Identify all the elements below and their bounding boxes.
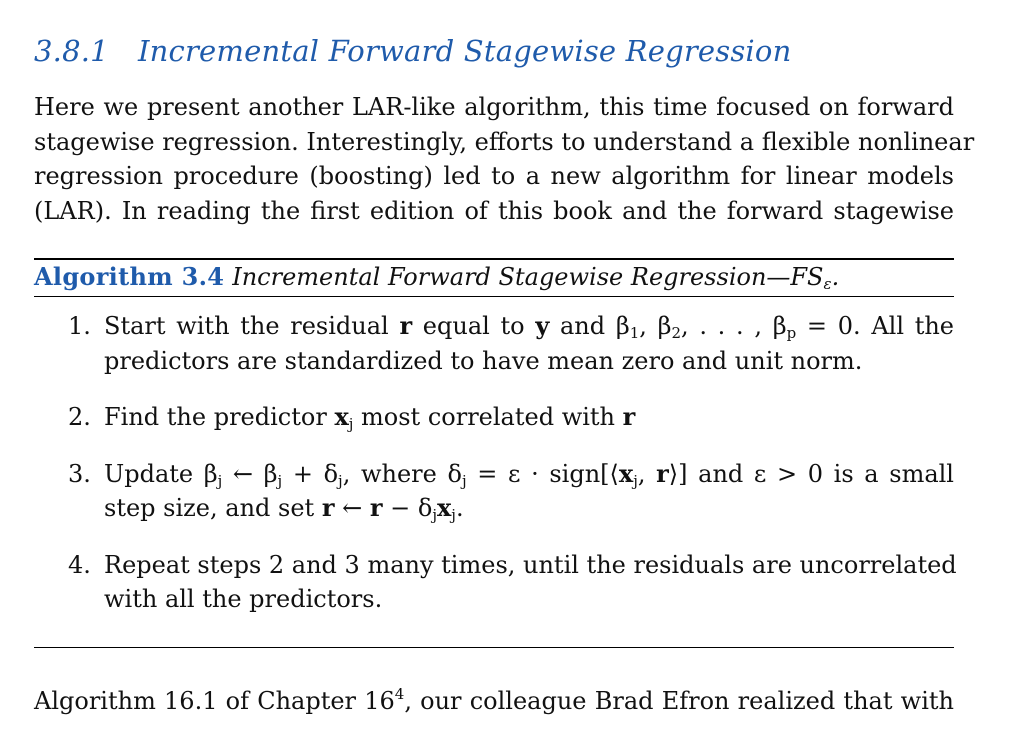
step-line: Repeat steps 2 and 3 many times, until the residuals are uncorrelated [104, 550, 957, 579]
algorithm-title [34, 262, 839, 293]
algorithm-steps [68, 309, 957, 617]
intro-line: stagewise regression. Interestingly, efforts to understand a flexible nonlinear [34, 127, 975, 156]
step-number: 4. [68, 550, 91, 579]
step-line: predictors are standardized to have mean zero and unit norm. [104, 346, 863, 375]
algorithm-header-rule [34, 296, 954, 297]
algorithm-step [68, 400, 954, 435]
algorithm-bottom-rule [34, 647, 954, 648]
section-title: Incremental Forward Stagewise Regression [138, 34, 792, 68]
section-number: 3.8.1 [34, 34, 109, 68]
algorithm-top-rule [34, 258, 954, 260]
algorithm-name [232, 263, 839, 291]
intro-line: Here we present another LAR-like algorithm, this time focused on forward [34, 93, 954, 121]
intro-line: regression procedure (boosting) led to a new algorithm for linear models [34, 162, 954, 190]
section-heading [34, 34, 791, 68]
step-line: Find the predictor $x_j$ most correlated with r [104, 402, 636, 433]
step-line: with all the predictors. [104, 585, 383, 613]
step-number: 3. [68, 459, 91, 488]
algorithm-step [68, 457, 954, 526]
step-line: Start with the residual r equal to y and $\beta_1$, $\beta_2$, . . . , $\beta_p = 0$. All the [104, 311, 955, 342]
algorithm-step [68, 309, 954, 378]
algorithm-name-end: . [831, 263, 840, 291]
step-line: step size, and set r ← $r - \delta_jx_j$. [104, 493, 464, 524]
intro-line: (LAR). In reading the first edition of this book and the forward stagewise [34, 196, 954, 225]
footnote-marker[interactable]: 4 [394, 685, 405, 703]
algorithm-step [68, 548, 957, 617]
step-number: 1. [68, 312, 91, 340]
algorithm-name-subscript: ε [823, 275, 832, 293]
algorithm-name-text: Incremental Forward Stagewise Regression—FS [232, 263, 824, 291]
intro-paragraph [34, 90, 975, 228]
step-number: 2. [68, 403, 91, 431]
outro-paragraph [34, 684, 954, 719]
outro-line: Algorithm 16.1 of Chapter $16^4$, our colleague Brad Efron realized that with [34, 685, 955, 715]
algorithm-label: Algorithm 3.4 [34, 262, 225, 291]
step-line: Update $\beta_j$ ← $\beta_j + \delta_j$, where $\delta_j = \varepsilon$ · $sign[⟨x_j$, r⟩] and ε > 0 is a small [104, 458, 954, 490]
